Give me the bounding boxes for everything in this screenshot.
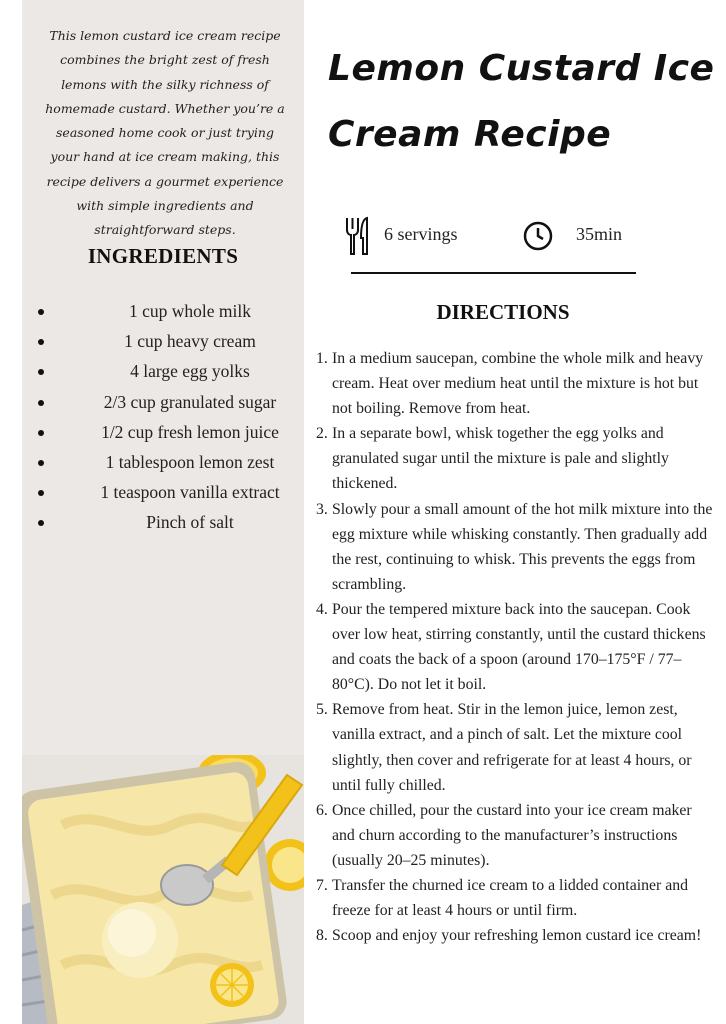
servings-text: 6 servings (384, 224, 458, 244)
direction-step: 3. Slowly pour a small amount of the hot milk mixture into the egg mixture while whisking constantly. Then gradually add the rest, continuing to whisk. This prevents the eggs from scrambling. (316, 500, 713, 593)
ingredient-item: 1 tablespoon lemon zest (30, 449, 320, 479)
ingredient-item: 1 cup whole milk (30, 298, 320, 328)
recipe-title: Lemon Custard Ice Cream Recipe (328, 48, 715, 155)
bullet-icon (38, 490, 44, 496)
ingredient-item: 2/3 cup granulated sugar (30, 389, 320, 419)
directions-heading: DIRECTIONS (436, 300, 570, 324)
title-divider (351, 272, 636, 274)
bullet-icon (38, 369, 44, 375)
ingredient-item: 1/2 cup fresh lemon juice (30, 419, 320, 449)
direction-step: 2. In a separate bowl, whisk together the egg yolks and granulated sugar until the mixture is pale and slightly thickened. (316, 425, 669, 493)
ingredient-item: 1 teaspoon vanilla extract (30, 479, 320, 509)
bullet-icon (38, 430, 44, 436)
clock-icon (522, 220, 554, 252)
bullet-icon (38, 400, 44, 406)
direction-step: 8. Scoop and enjoy your refreshing lemon custard ice cream! (316, 927, 702, 945)
bullet-icon (38, 460, 44, 466)
ingredient-item: 4 large egg yolks (30, 358, 320, 388)
ice-cream-photo (22, 755, 304, 1024)
recipe-meta (344, 214, 644, 258)
intro-text: This lemon custard ice cream recipe combines the bright zest of fresh lemons with the silky richness of homemade custard. Whether you’re a seasoned home cook or just trying your hand at ice cream making, this recipe delivers a gourmet experience with simple ingredients and straightforward steps. (45, 28, 285, 238)
ingredient-item: Pinch of salt (30, 509, 320, 539)
direction-step: 6. Once chilled, pour the custard into your ice cream maker and churn according to the manufacturer’s instructions (usually 20–25 minutes). (316, 801, 692, 869)
bullet-icon (38, 520, 44, 526)
fork-knife-icon (344, 216, 370, 256)
ingredient-item: 1 cup heavy cream (30, 328, 320, 358)
direction-step: 1. In a medium saucepan, combine the whole milk and heavy cream. Heat over medium heat until the mixture is hot but not boiling. Remove from heat. (316, 350, 704, 418)
ingredients-heading: INGREDIENTS (87, 244, 239, 268)
bullet-icon (38, 309, 44, 315)
bullet-icon (38, 339, 44, 345)
time-text: 35min (576, 224, 623, 244)
directions-list (314, 346, 714, 948)
direction-step: 5. Remove from heat. Stir in the lemon juice, lemon zest, vanilla extract, and a pinch of salt. Let the mixture cool slightly, then cover and refrigerate for at least 4 hours, or until fully chilled. (316, 701, 692, 794)
direction-step: 4. Pour the tempered mixture back into the saucepan. Cook over low heat, stirring constantly, until the custard thickens and coats the back of a spoon (around 170–175°F / 77–80°C). Do not let it boil. (316, 600, 706, 694)
direction-step: 7. Transfer the churned ice cream to a lidded container and freeze for at least 4 hours or until firm. (316, 876, 689, 920)
ingredients-list (30, 298, 320, 540)
ice-cream-illustration (22, 755, 304, 1024)
